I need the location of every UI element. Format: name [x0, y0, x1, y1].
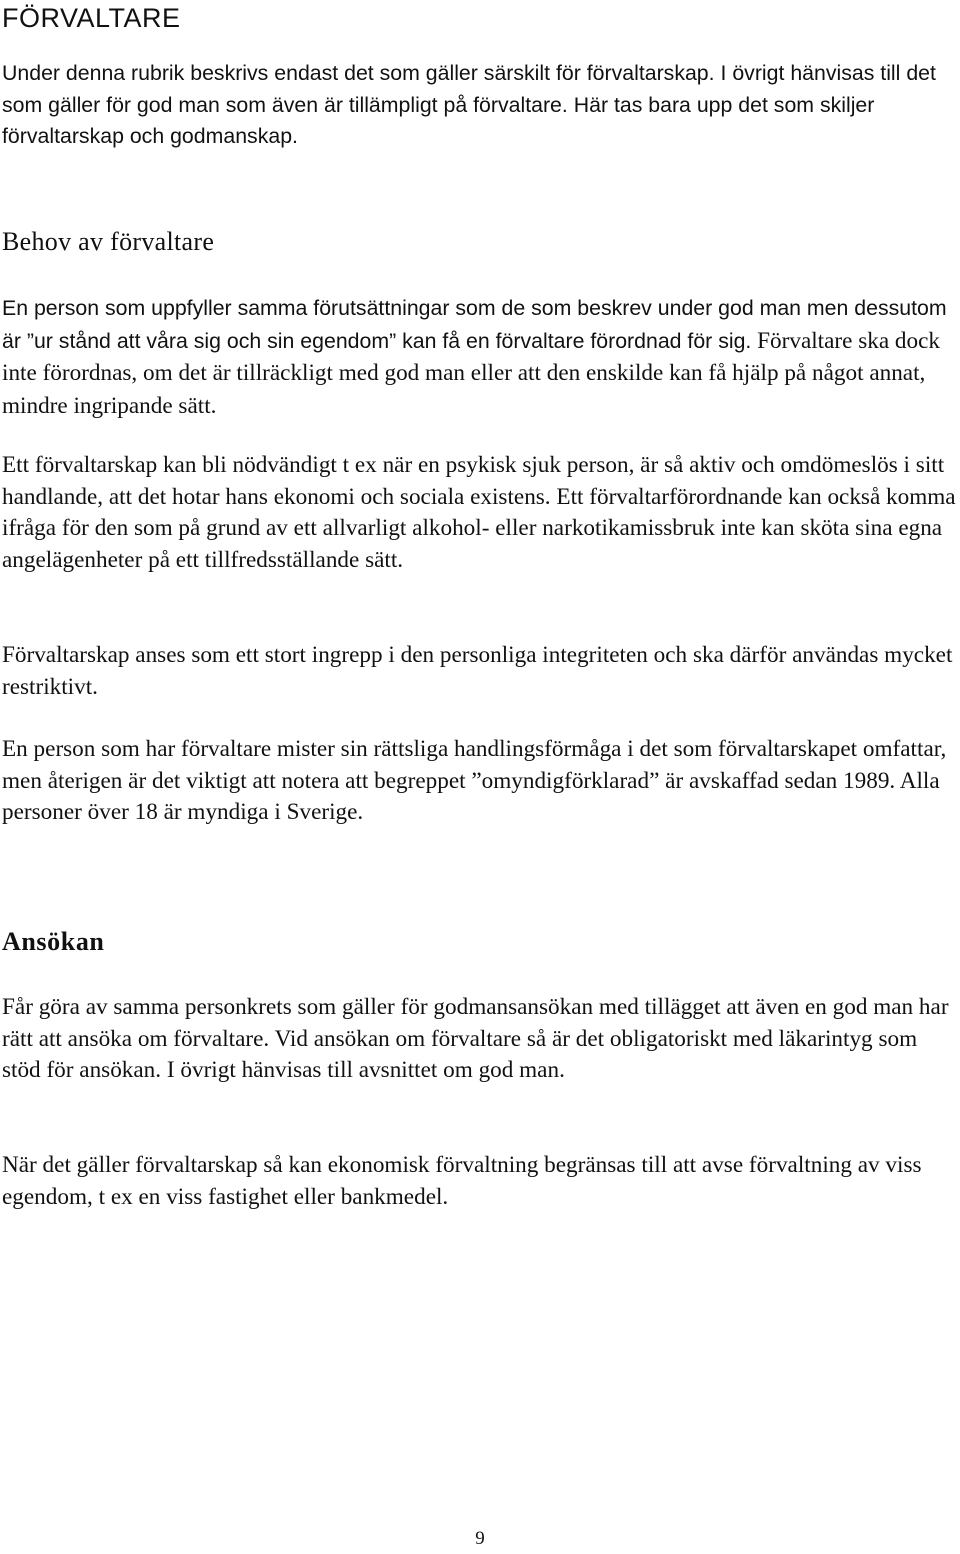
page-title: FÖRVALTARE [2, 3, 181, 33]
behov-paragraph-3: Förvaltarskap anses som ett stort ingrepp i den personliga integriteten och ska därför användas mycket restriktivt. [2, 642, 953, 700]
section-heading-behov: Behov av förvaltare [2, 227, 215, 256]
behov-paragraph-2: Ett förvaltarskap kan bli nödvändigt t ex när en psykisk sjuk person, är så aktiv och omdömeslös i sitt handlande, att det hotar hans ekonomi och sociala existens. Ett förvaltarförordnande kan också komma ifråga för den som på grund av ett allvarligt alkohol- eller narkotikamissbruk inte kan sköta sina egna angelägenheter på ett tillfredsställande sätt. [2, 452, 956, 574]
behov-paragraph-1-sans: En person som uppfyller samma förutsättningar som de som beskrev under god man men dessutom är ”ur stånd att våra sig och sin egendom” kan få en förvaltare förordnad för sig. [2, 296, 947, 353]
section-heading-ansokan: Ansökan [2, 927, 105, 956]
behov-paragraph-1 [2, 292, 958, 423]
behov-paragraph-1-serif: Förvaltare ska dock inte förordnas, om det är tillräckligt med god man eller att den enskilde kan få hjälp på något annat, mindre ingripande sätt. [2, 327, 941, 420]
page-number: 9 [475, 1528, 485, 1549]
behov-paragraph-4: En person som har förvaltare mister sin rättsliga handlingsförmåga i det som förvaltarskapet omfattar, men återigen är det viktigt att notera att begreppet ”omyndigförklarad” är avskaffad sedan 1989. Alla personer över 18 är myndiga i Sverige. [2, 736, 947, 826]
ansokan-paragraph-1: Får göra av samma personkrets som gäller för godmansansökan med tillägget att även en god man har rätt att ansöka om förvaltare. Vid ansökan om förvaltare så är det obligatoriskt med läkarintyg som stöd för ansökan. I övrigt hänvisas till avsnittet om god man. [2, 994, 949, 1084]
intro-paragraph: Under denna rubrik beskrivs endast det som gäller särskilt för förvaltarskap. I övrigt hänvisas till det som gäller för god man som även är tillämpligt på förvaltare. Här tas bara upp det som skiljer förvaltarskap och godmanskap. [2, 61, 936, 149]
ansokan-paragraph-2: När det gäller förvaltarskap så kan ekonomisk förvaltning begränsas till att avse förvaltning av viss egendom, t ex en viss fastighet eller bankmedel. [2, 1152, 922, 1210]
